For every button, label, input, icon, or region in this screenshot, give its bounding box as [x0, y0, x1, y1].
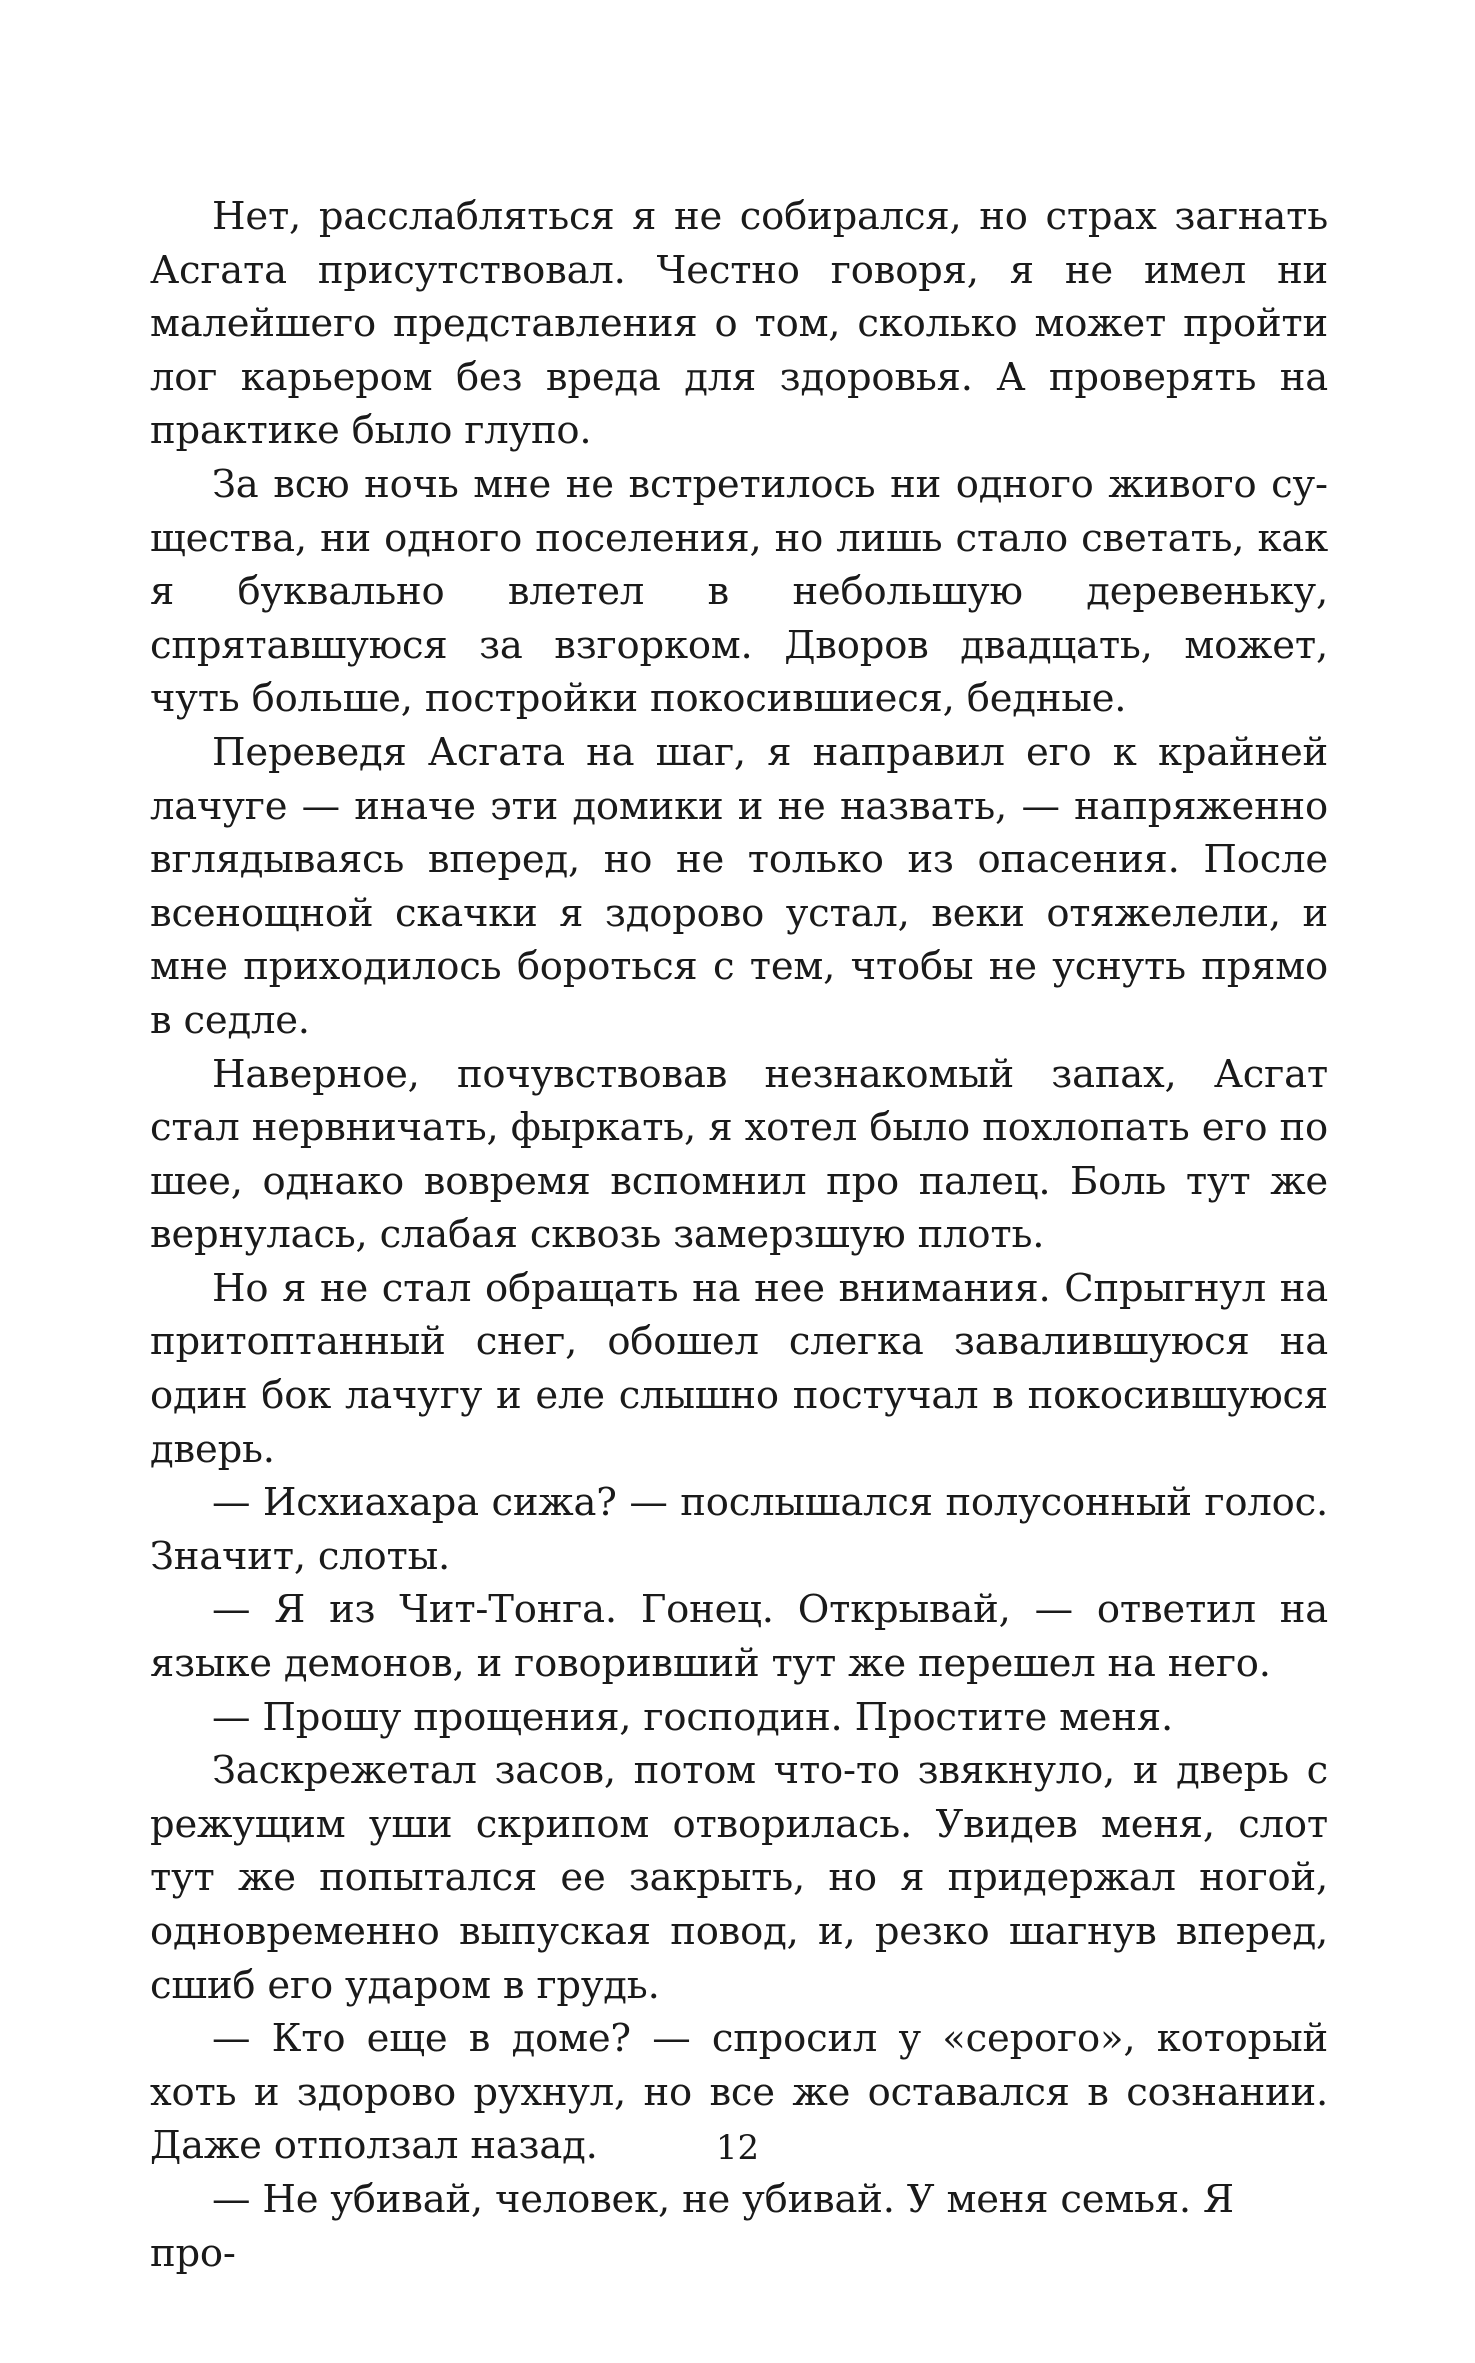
dialogue-line: — Исхиахара сижа? — послышался полусонный голос. Значит, слоты. — [150, 1480, 1328, 1579]
book-page-text — [150, 190, 1328, 2280]
paragraph: Переведя Асгата на шаг, я направил его к крайней лачуге — иначе эти домики и не назвать, — напряженно вглядываясь вперед, но не только из опасения. После всенощной скачки я здорово устал, веки отяжелели, и мне приходилось бороться с тем, чтобы не уснуть прямо в седле. — [150, 729, 1328, 1043]
dialogue-line: — Кто еще в доме? — спросил у «серого», который хоть и здорово рухнул, но все же оставался в сознании. Даже отползал назад. — [150, 2016, 1328, 2169]
paragraph: Нет, расслабляться я не собирался, но страх загнать Асгата присутствовал. Честно говоря, я не имел ни малейшего представления о том, сколько может пройти лог карьером без вреда для здоровья. А проверять на практике было глупо. — [150, 194, 1328, 454]
page-number: 12 — [715, 2128, 760, 2168]
paragraph: Наверное, почувствовав незнакомый запах, Асгат стал нервничать, фыркать, я хотел было похлопать его по шее, однако вовремя вспомнил про палец. Боль тут же вернулась, слабая сквозь замерзшую плоть. — [150, 1051, 1328, 1258]
dialogue-line: — Не убивай, человек, не убивай. У меня семья. Я про- — [150, 2176, 1234, 2276]
dialogue-line: — Я из Чит-Тонга. Гонец. Открывай, — ответил на языке демонов, и говоривший тут же перешел на него. — [150, 1587, 1328, 1687]
paragraph: Заскрежетал засов, потом что-то звякнуло, и дверь с режущим уши скрипом отворилась. Увидев меня, слот тут же попытался ее закрыть, но я придержал ногой, одновременно выпуская повод, и, резко шагнув вперед, сшиб его ударом в грудь. — [150, 1748, 1328, 2008]
paragraph: За всю ночь мне не встретилось ни одного живого существа, ни одного поселения, но лишь стало светать, как я буквально влетел в небольшую деревеньку, спрятавшуюся за взгорком. Дворов двадцать, может, чуть больше, постройки покосившиеся, бедные. — [150, 461, 1328, 722]
paragraph: Но я не стал обращать на нее внимания. Спрыгнул на притоптанный снег, обошел слегка завалившуюся на один бок лачугу и еле слышно постучал в покосившуюся дверь. — [150, 1265, 1328, 1472]
dialogue-line: — Прошу прощения, господин. Простите меня. — [212, 1694, 1173, 1740]
